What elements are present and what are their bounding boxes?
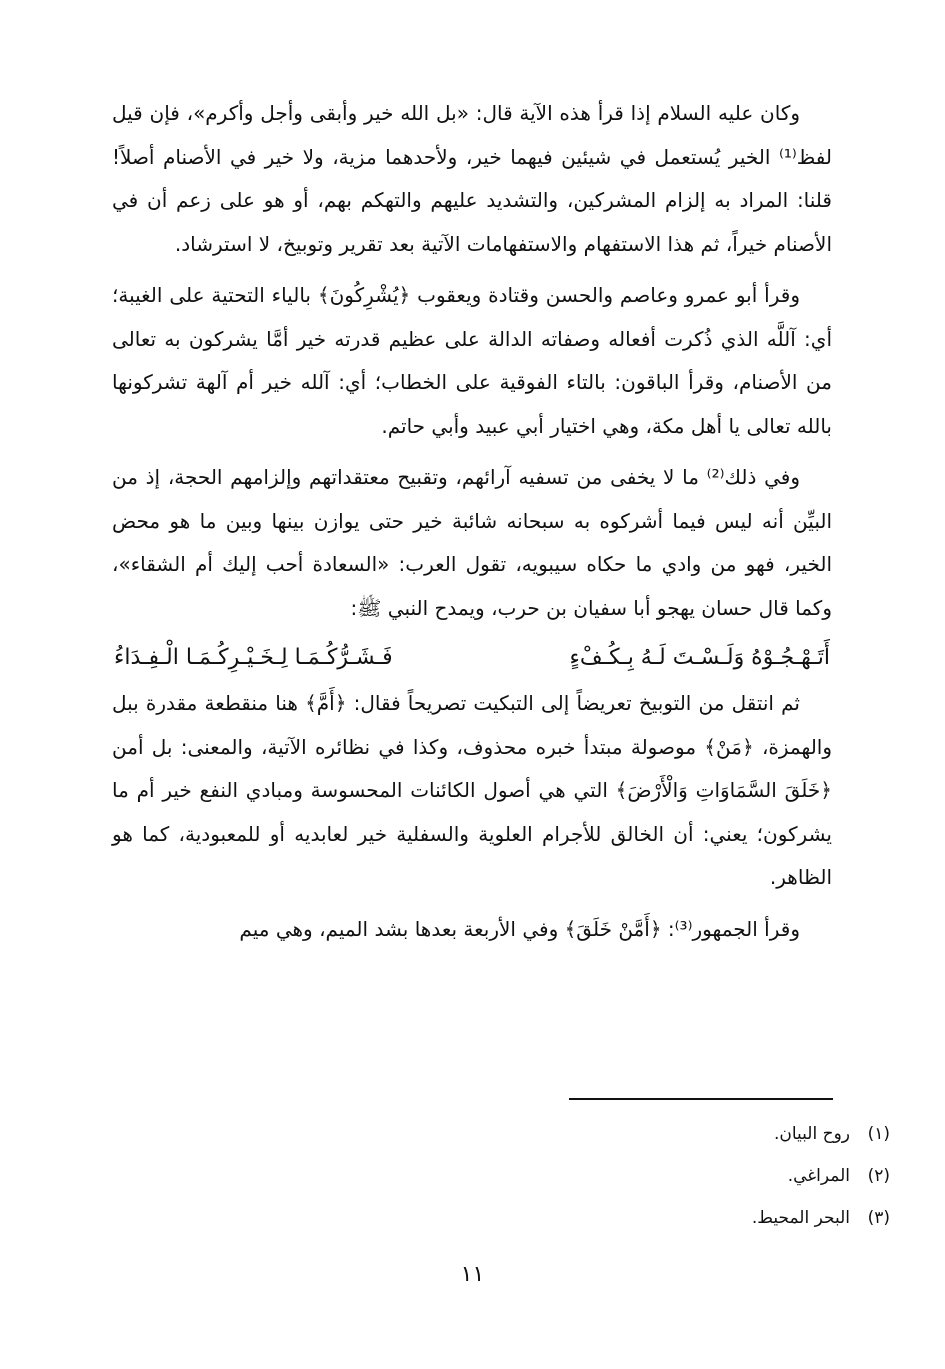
- paragraph-2: وقرأ أبو عمرو وعاصم والحسن وقتادة ويعقوب ﴿يُشْرِكُونَ﴾ بالياء التحتية على الغيبة؛ أي: آللَّه الذي ذُكرت أفعاله وصفاته الدالة على عظيم قدرته خير أمَّا يشركون به تعالى من الأصنام، وقرأ الباقون: بالتاء الفوقية على الخطاب؛ أي: آلله خير أم آلهة تشركونها بالله تعالى يا أهل مكة، وهي اختيار أبي عبيد وأبي حاتم.: [112, 283, 832, 438]
- verse-second-hemistich: فَـشَـرُّكُـمَـا لِـخَـيْـرِكُـمَـا الْـفِـدَاءُ: [114, 645, 393, 670]
- main-text: [112, 92, 832, 951]
- footnote-text: المراغي.: [787, 1166, 850, 1186]
- footnote-3: [570, 1197, 890, 1239]
- footnote-2: [570, 1155, 890, 1197]
- paragraph-4: ثم انتقل من التوبيخ تعريضاً إلى التبكيت تصريحاً فقال: ﴿أَمَّ﴾ هنا منقطعة مقدرة ببل والهمزة، ﴿مَنْ﴾ موصولة مبتدأ خبره محذوف، وكذا في نظائره الآتية، والمعنى: بل أمن ﴿خَلَقَ السَّمَاوَاتِ وَالْأَرْضَ﴾ التي هي أصول الكائنات المحسوسة ومبادي النفع خير أم ما يشركون؛ يعني: أن الخالق للأجرام العلوية والسفلية خير لعابديه أو للمعبودية، كما هو الظاهر.: [112, 691, 832, 889]
- footnote-number: (١): [867, 1124, 890, 1144]
- footnote-1: [570, 1113, 890, 1155]
- footnote-number: (٢): [867, 1166, 890, 1186]
- paragraph-3: وفي ذلك⁽²⁾ ما لا يخفى من تسفيه آرائهم، وتقبيح معتقداتهم وإلزامهم الحجة، إذ من البيِّن أنه ليس فيما أشركوه به سبحانه شائبة خير حتى يوازن بينها وبين ما هو محض الخير، فهو من وادي ما حكاه سيبويه، تقول العرب: «السعادة أحب إليك أم الشقاء»، وكما قال حسان يهجو أبا سفيان بن حرب، ويمدح النبي ﷺ:: [112, 465, 832, 620]
- verse-first-hemistich: أَتَـهْـجُـوْهُ وَلَـسْـتَ لَـهُ بِـكُـفْءٍ: [569, 645, 830, 670]
- page-number: ١١: [460, 1262, 485, 1287]
- footnote-separator: [569, 1098, 833, 1100]
- paragraph-1: وكان عليه السلام إذا قرأ هذه الآية قال: «بل الله خير وأبقى وأجل وأكرم»، فإن قيل لفظ⁽¹⁾ الخير يُستعمل في شيئين فيهما خير، ولأحدهما مزية، ولا خير في الأصنام أصلاً! قلنا: المراد به إلزام المشركين، والتشديد عليهم والتهكم بهم، أو هو على زعم أن في الأصنام خيراً، ثم هذا الاستفهام والاستفهامات الآتية بعد تقرير وتوبيخ، لا استرشاد.: [112, 101, 832, 256]
- footnote-text: روح البيان.: [773, 1124, 850, 1144]
- poetry-verse: [112, 638, 832, 678]
- paragraph-5: وقرأ الجمهور⁽³⁾: ﴿أَمَّنْ خَلَقَ﴾ وفي الأربعة بعدها بشد الميم، وهي ميم: [239, 916, 800, 941]
- footnote-number: (٣): [867, 1208, 890, 1228]
- footnotes: [570, 1113, 890, 1239]
- footnote-text: البحر المحيط.: [751, 1208, 850, 1228]
